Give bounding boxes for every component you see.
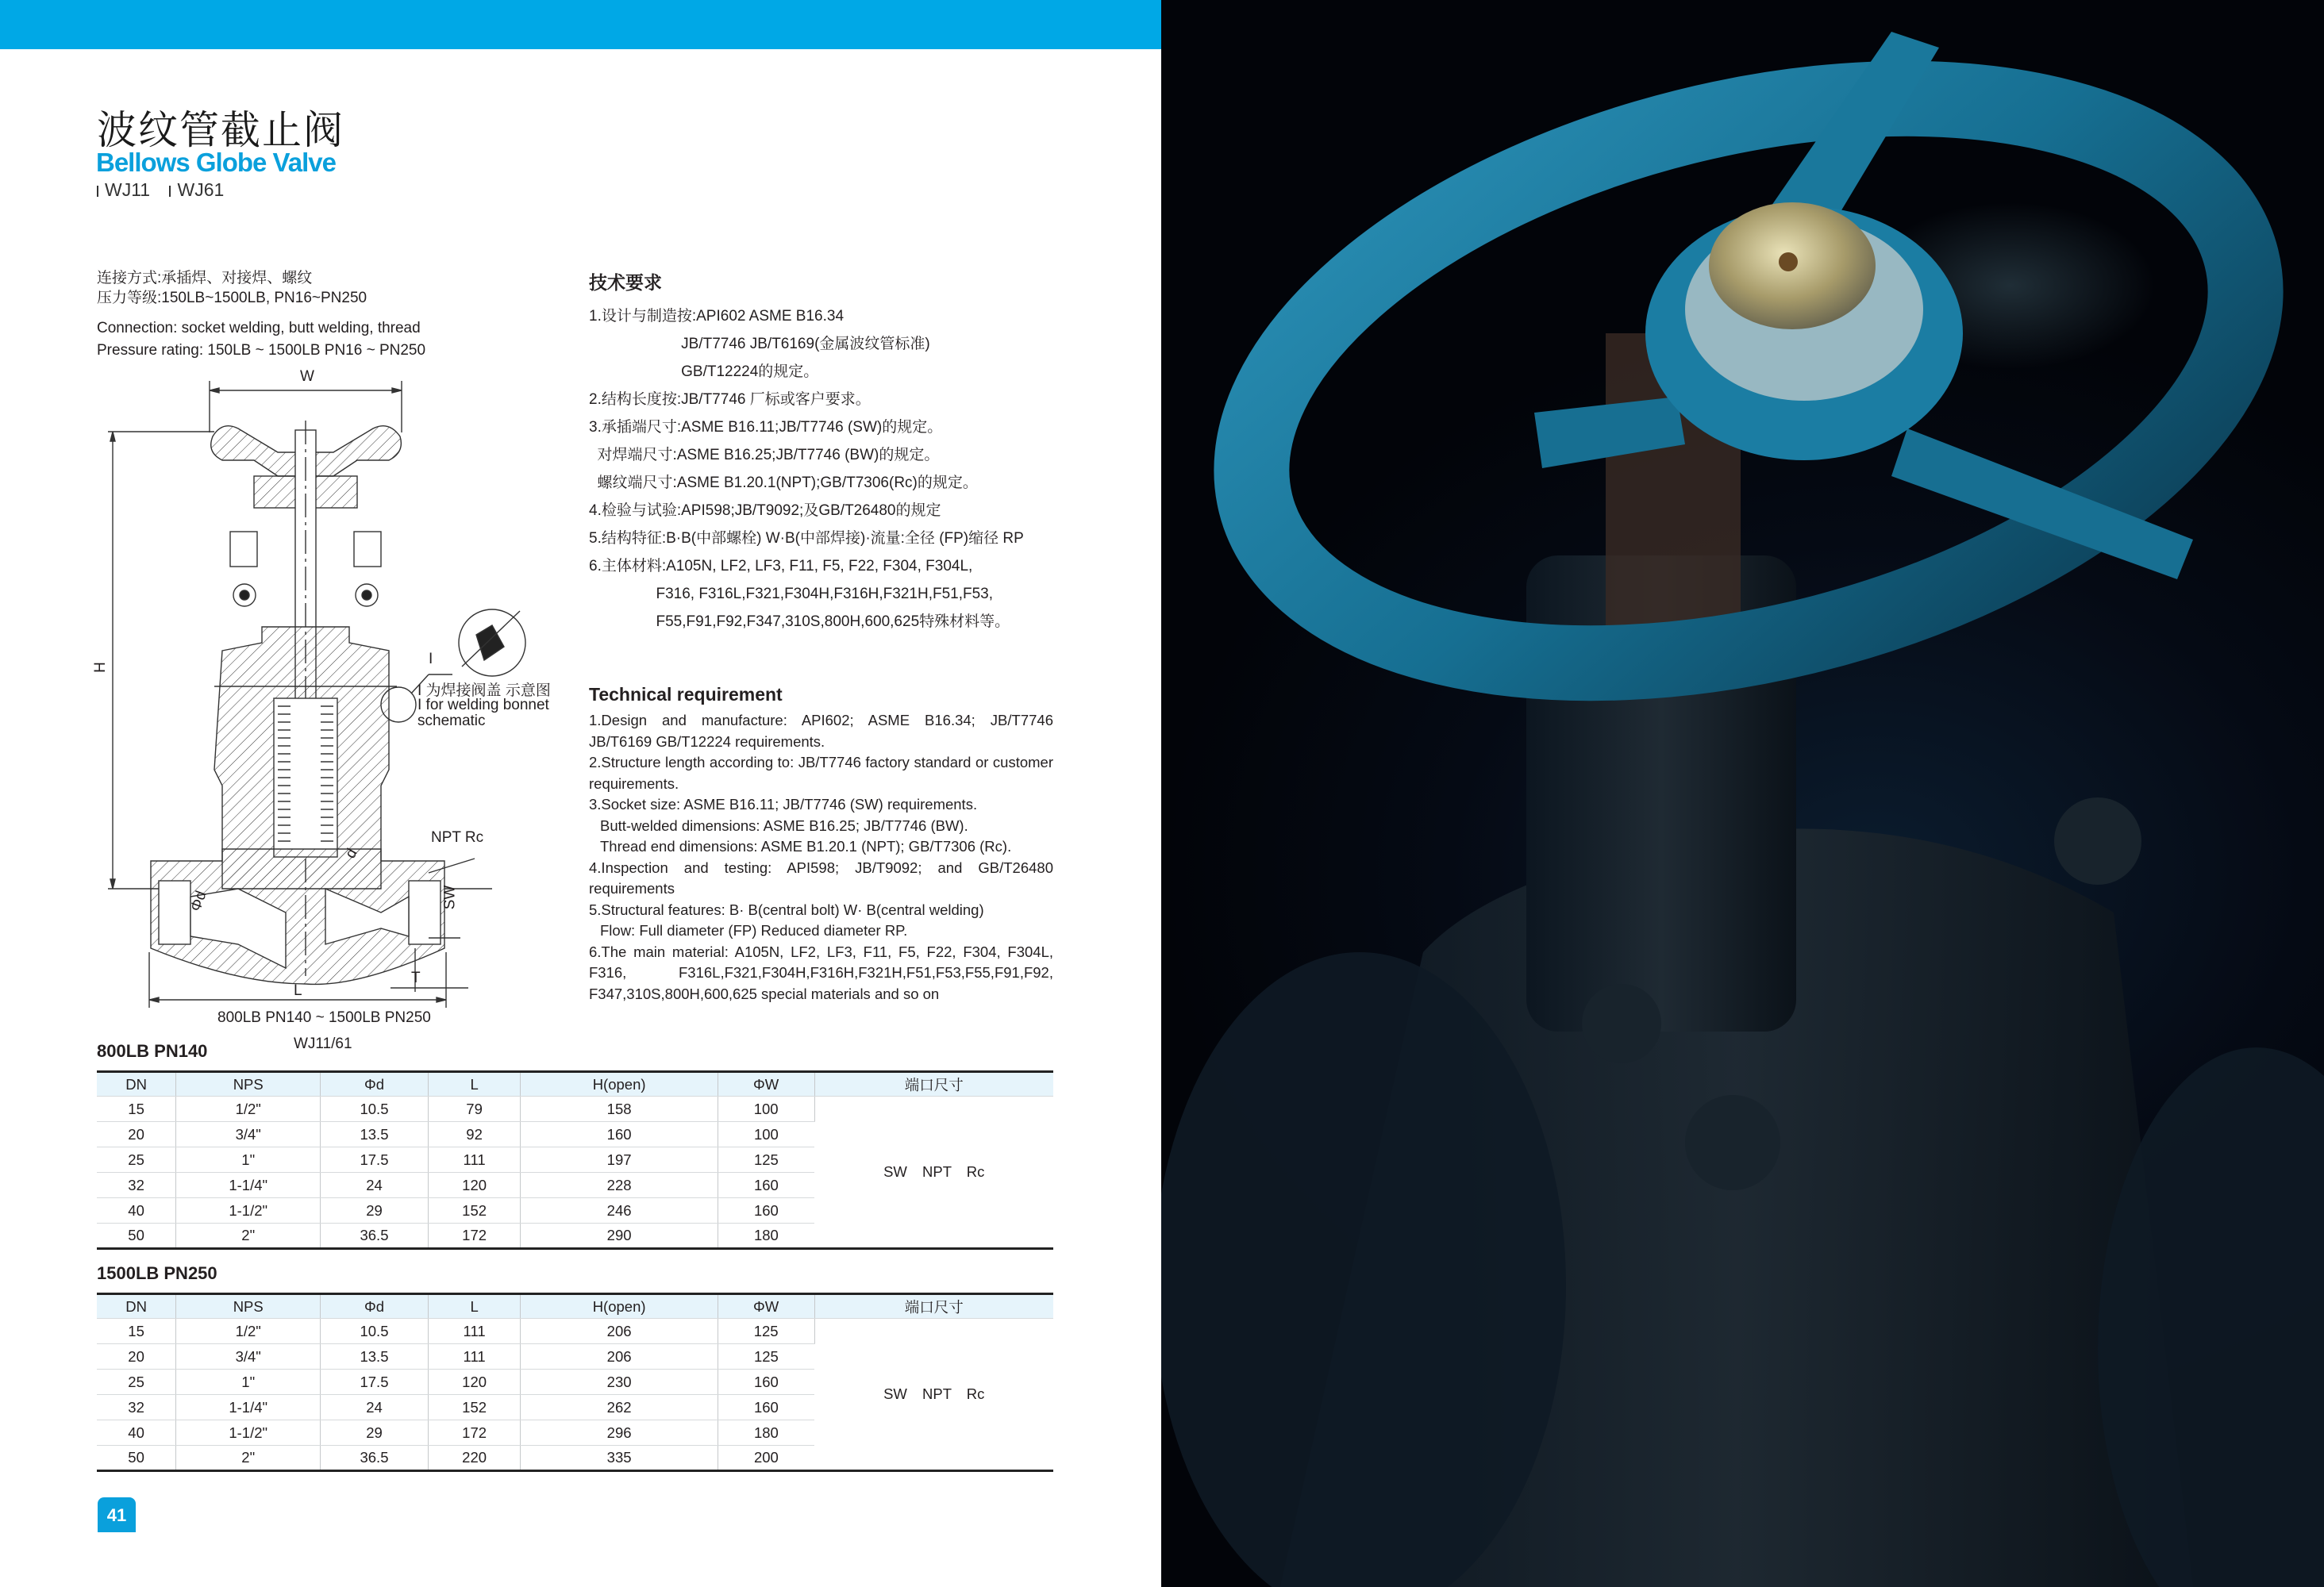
cell: 1/2" <box>176 1319 321 1344</box>
dim-l-label: L <box>294 982 302 999</box>
valve-product-photo <box>1161 0 2324 1587</box>
cell: 160 <box>718 1370 814 1395</box>
cell: 152 <box>428 1198 521 1224</box>
col-l: L <box>428 1072 521 1097</box>
tech-item: 6.The main material: A105N, LF2, LF3, F11, F5, F22, F304, F304L, F316, F316L,F321,F304H,F316H,F321H,F51,F53,F55,F91,F92, F347,310S,800H,600,625 special materials and so on <box>589 943 1053 1002</box>
cell: 172 <box>428 1420 521 1446</box>
tech-line: 4.检验与试验:API598;JB/T9092;及GB/T26480的规定 <box>589 502 941 519</box>
dim-sw-label: SW <box>441 885 459 910</box>
model-code: WJ11 <box>97 179 150 200</box>
cell: 100 <box>718 1097 814 1122</box>
tech-requirements-cn <box>589 268 1065 636</box>
cell: 1-1/2" <box>176 1420 321 1446</box>
cell: 125 <box>718 1344 814 1370</box>
cell: 15 <box>97 1319 176 1344</box>
cell: 111 <box>428 1319 521 1344</box>
cell: 40 <box>97 1198 176 1224</box>
tech-item: 1.Design and manufacture: API602; ASME B16.34; JB/T7746 JB/T6169 GB/T12224 requirements. <box>589 712 1053 750</box>
cell: 111 <box>428 1344 521 1370</box>
cell: 100 <box>718 1122 814 1147</box>
cell: 2" <box>176 1224 321 1249</box>
model-codes <box>97 179 238 201</box>
cell: 29 <box>321 1420 429 1446</box>
connection-cn: 连接方式:承插焊、对接焊、螺纹 <box>97 270 313 286</box>
table-title-800lb: 800LB PN140 <box>97 1041 208 1061</box>
cell: 1" <box>176 1147 321 1173</box>
tech-line: F55,F91,F92,F347,310S,800H,600,625特殊材料等。 <box>589 613 1010 630</box>
cell: 160 <box>521 1122 718 1147</box>
cell: 50 <box>97 1446 176 1471</box>
cell: 92 <box>428 1122 521 1147</box>
cell: 335 <box>521 1446 718 1471</box>
tech-line: F316, F316L,F321,F304H,F316H,F321H,F51,F53, <box>589 586 994 602</box>
tech-line: 5.结构特征:B·B(中部螺栓) W·B(中部焊接)·流量:全径 (FP)缩径 RP <box>589 530 1024 547</box>
tech-line: 1.设计与制造按:API602 ASME B16.34 <box>589 308 845 325</box>
tech-line: 对焊端尺寸:ASME B16.25;JB/T7746 (BW)的规定。 <box>589 447 940 463</box>
tech-line: 6.主体材料:A105N, LF2, LF3, F11, F5, F22, F304, F304L, <box>589 558 973 574</box>
col-phid: Φd <box>321 1072 429 1097</box>
left-page <box>0 0 1161 1587</box>
cell: 160 <box>718 1395 814 1420</box>
col-nps: NPS <box>176 1072 321 1097</box>
tech-item: Thread end dimensions: ASME B1.20.1 (NPT); GB/T7306 (Rc). <box>600 838 1012 855</box>
cell: 230 <box>521 1370 718 1395</box>
col-port-size: 端口尺寸 <box>814 1294 1053 1319</box>
tech-line: 螺纹端尺寸:ASME B1.20.1(NPT);GB/T7306(Rc)的规定。 <box>589 475 978 491</box>
dim-w-label: W <box>300 368 314 385</box>
header-accent-bar <box>0 0 1161 49</box>
col-nps: NPS <box>176 1294 321 1319</box>
cell: 1-1/2" <box>176 1198 321 1224</box>
cell: 200 <box>718 1446 814 1471</box>
table-title-1500lb: 1500LB PN250 <box>97 1263 217 1283</box>
dim-phid-label: Φd <box>187 889 210 914</box>
tech-item: Flow: Full diameter (FP) Reduced diameter RP. <box>600 922 908 939</box>
cell: 10.5 <box>321 1319 429 1344</box>
tech-item: 4.Inspection and testing: API598; JB/T9092; and GB/T26480 requirements <box>589 859 1053 897</box>
tech-item: 5.Structural features: B· B(central bolt) W· B(central welding) <box>589 901 984 918</box>
cell: 36.5 <box>321 1224 429 1249</box>
cell: 25 <box>97 1370 176 1395</box>
col-h-open: H(open) <box>521 1294 718 1319</box>
cell: 24 <box>321 1173 429 1198</box>
range-caption: 800LB PN140 ~ 1500LB PN250 <box>217 1009 431 1026</box>
table-row <box>97 1319 1053 1344</box>
dim-d-label: d <box>342 845 361 862</box>
cell: 29 <box>321 1198 429 1224</box>
cell: 1-1/4" <box>176 1395 321 1420</box>
cell: 220 <box>428 1446 521 1471</box>
dimension-table-800lb <box>97 1070 1053 1250</box>
detail-note-cn: I 为焊接阀盖 示意图 <box>417 682 551 699</box>
cell: 24 <box>321 1395 429 1420</box>
cell: 246 <box>521 1198 718 1224</box>
col-l: L <box>428 1294 521 1319</box>
cell: 2" <box>176 1446 321 1471</box>
cell: 111 <box>428 1147 521 1173</box>
dimension-table-1500lb <box>97 1293 1053 1472</box>
cell: 13.5 <box>321 1344 429 1370</box>
detail-marker: I <box>429 651 433 667</box>
cell: 1-1/4" <box>176 1173 321 1198</box>
table-row <box>97 1097 1053 1122</box>
cell: 172 <box>428 1224 521 1249</box>
dim-t-label: T <box>411 970 421 986</box>
cell: 32 <box>97 1173 176 1198</box>
cell: 180 <box>718 1224 814 1249</box>
cell: 160 <box>718 1173 814 1198</box>
model-code: WJ61 <box>169 179 224 200</box>
tech-line: GB/T12224的规定。 <box>589 363 819 380</box>
cell: 79 <box>428 1097 521 1122</box>
port-size-cell: SW NPT Rc <box>814 1097 1053 1249</box>
cell: 180 <box>718 1420 814 1446</box>
cell: 15 <box>97 1097 176 1122</box>
cell: 206 <box>521 1319 718 1344</box>
col-port-size: 端口尺寸 <box>814 1072 1053 1097</box>
col-phid: Φd <box>321 1294 429 1319</box>
cell: 17.5 <box>321 1370 429 1395</box>
page-title-cn: 波纹管截止阀 <box>97 107 344 153</box>
valve-photo-illustration-icon <box>1161 0 2324 1587</box>
tech-heading-en: Technical requirement <box>589 684 783 705</box>
spec-summary <box>97 268 425 360</box>
col-h-open: H(open) <box>521 1072 718 1097</box>
dim-h-label: H <box>91 662 109 673</box>
cell: 3/4" <box>176 1122 321 1147</box>
cell: 160 <box>718 1198 814 1224</box>
col-dn: DN <box>97 1294 176 1319</box>
cell: 36.5 <box>321 1446 429 1471</box>
cell: 296 <box>521 1420 718 1446</box>
cell: 120 <box>428 1173 521 1198</box>
cell: 125 <box>718 1147 814 1173</box>
table-header-row <box>97 1294 1053 1319</box>
tech-item: Butt-welded dimensions: ASME B16.25; JB/T7746 (BW). <box>600 817 968 834</box>
detail-note-en-2: schematic <box>417 713 486 729</box>
cell: 13.5 <box>321 1122 429 1147</box>
tech-line: 2.结构长度按:JB/T7746 厂标或客户要求。 <box>589 391 871 408</box>
cell: 152 <box>428 1395 521 1420</box>
cell: 125 <box>718 1319 814 1344</box>
cell: 120 <box>428 1370 521 1395</box>
cell: 262 <box>521 1395 718 1420</box>
cell: 1" <box>176 1370 321 1395</box>
cell: 290 <box>521 1224 718 1249</box>
cell: 50 <box>97 1224 176 1249</box>
cell: 40 <box>97 1420 176 1446</box>
col-phiw: ΦW <box>718 1294 814 1319</box>
cell: 32 <box>97 1395 176 1420</box>
cell: 1/2" <box>176 1097 321 1122</box>
cell: 20 <box>97 1344 176 1370</box>
tech-item: 2.Structure length according to: JB/T7746 factory standard or customer requirements. <box>589 754 1053 792</box>
tech-requirements-en <box>589 684 1053 1005</box>
valve-section-drawing <box>91 368 587 1052</box>
col-dn: DN <box>97 1072 176 1097</box>
cell: 228 <box>521 1173 718 1198</box>
tech-item: 3.Socket size: ASME B16.11; JB/T7746 (SW) requirements. <box>589 796 978 813</box>
cell: 10.5 <box>321 1097 429 1122</box>
cell: 3/4" <box>176 1344 321 1370</box>
pressure-cn: 压力等级:150LB~1500LB, PN16~PN250 <box>97 290 367 306</box>
table-header-row <box>97 1072 1053 1097</box>
cell: 25 <box>97 1147 176 1173</box>
col-phiw: ΦW <box>718 1072 814 1097</box>
cell: 197 <box>521 1147 718 1173</box>
detail-note-en-1: I for welding bonnet <box>417 697 549 713</box>
cell: 20 <box>97 1122 176 1147</box>
tech-line: 3.承插端尺寸:ASME B16.11;JB/T7746 (SW)的规定。 <box>589 419 943 436</box>
page-title-en: Bellows Globe Valve <box>96 148 336 177</box>
cell: 17.5 <box>321 1147 429 1173</box>
cell: 158 <box>521 1097 718 1122</box>
tech-line: JB/T7746 JB/T6169(金属波纹管标准) <box>589 336 930 352</box>
pressure-en: Pressure rating: 150LB ~ 1500LB PN16 ~ PN250 <box>97 342 426 359</box>
cell: 206 <box>521 1344 718 1370</box>
page-number-badge: 41 <box>98 1497 136 1532</box>
npt-rc-label: NPT Rc <box>431 829 484 846</box>
port-size-cell: SW NPT Rc <box>814 1319 1053 1471</box>
tech-heading-cn: 技术要求 <box>589 272 662 293</box>
model-caption: WJ11/61 <box>294 1036 352 1052</box>
connection-en: Connection: socket welding, butt welding, thread <box>97 320 421 336</box>
